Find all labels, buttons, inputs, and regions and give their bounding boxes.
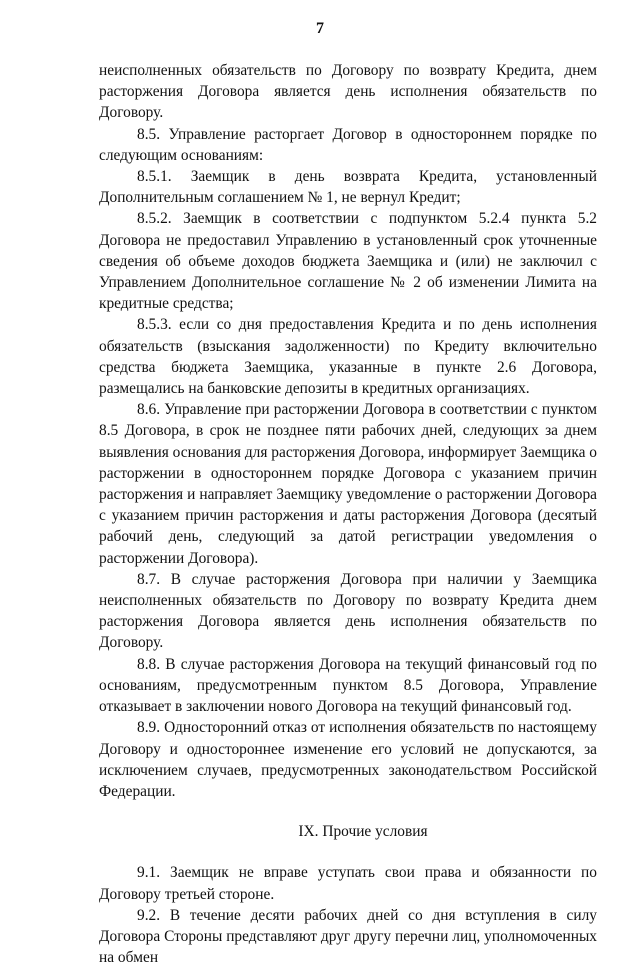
paragraph-9-1: 9.1. Заемщик не вправе уступать свои права и обязанности по Договору третьей стороне. (99, 864, 597, 903)
paragraph-8-8: 8.8. В случае расторжения Договора на текущий финансовый год по основаниям, предусмотренным пунктом 8.5 Договора, Управление отказывает в заключении нового Договора на текущий финансовый год. (99, 655, 597, 716)
paragraph-9-2: 9.2. В течение десяти рабочих дней со дня вступления в силу Договора Стороны представляют друг другу перечни лиц, уполномоченных на обмен (99, 906, 597, 967)
paragraph-8-6: 8.6. Управление при расторжении Договора в соответствии с пунктом 8.5 Договора, в срок не позднее пяти рабочих дней, следующих за днем выявления основания для расторжения Договора, информирует Заемщика о расторжении в одностороннем порядке Договора с указанием причин расторжения и направляет Заемщику уведомление о расторжении Договора с указанием причин расторжения и даты расторжения Договора (десятый рабочий день, следующий за датой регистрации уведомления о расторжении Договора). (99, 401, 597, 567)
paragraph-8-5-2: 8.5.2. Заемщик в соответствии с подпунктом 5.2.4 пункта 5.2 Договора не предоставил Управлению в установленный срок уточненные сведения об объеме доходов бюджета Заемщика и (или) не заключил с Управлением Дополнительное соглашение № 2 об изменении Лимита на кредитные средства; (99, 210, 597, 313)
paragraph-8-7: 8.7. В случае расторжения Договора при наличии у Заемщика неисполненных обязательств по Договору по возврату Кредита днем расторжения Договора является день исполнения обязательств по Договору. (99, 570, 597, 652)
section-8-continuation (99, 60, 597, 802)
paragraph-8-5-3: 8.5.3. если со дня предоставления Кредита и по день исполнения обязательств (взыскания задолженности) по Кредиту включительно средства бюджета Заемщика, указанные в пункте 2.6 Договора, размещались на банковские депозиты в кредитных организациях. (99, 316, 597, 398)
section-title: IX. Прочие условия (298, 823, 428, 841)
page-number: 7 (316, 20, 324, 37)
paragraph-8-9: 8.9. Односторонний отказ от исполнения обязательств по настоящему Договору и одностороннее изменение его условий не допускаются, за исключением случаев, предусмотренных законодательством Российской Федерации. (99, 719, 597, 800)
paragraph-cont: неисполненных обязательств по Договору по возврату Кредита, днем расторжения Договора является день исполнения обязательств по Договору. (99, 62, 597, 122)
section-9 (99, 862, 597, 968)
paragraph-8-5-1: 8.5.1. Заемщик в день возврата Кредита, установленный Дополнительным соглашением № 1, не вернул Кредит; (99, 168, 597, 207)
paragraph-8-5: 8.5. Управление расторгает Договор в одностороннем порядке по следующим основаниям: (99, 125, 597, 164)
document-body (99, 60, 597, 968)
